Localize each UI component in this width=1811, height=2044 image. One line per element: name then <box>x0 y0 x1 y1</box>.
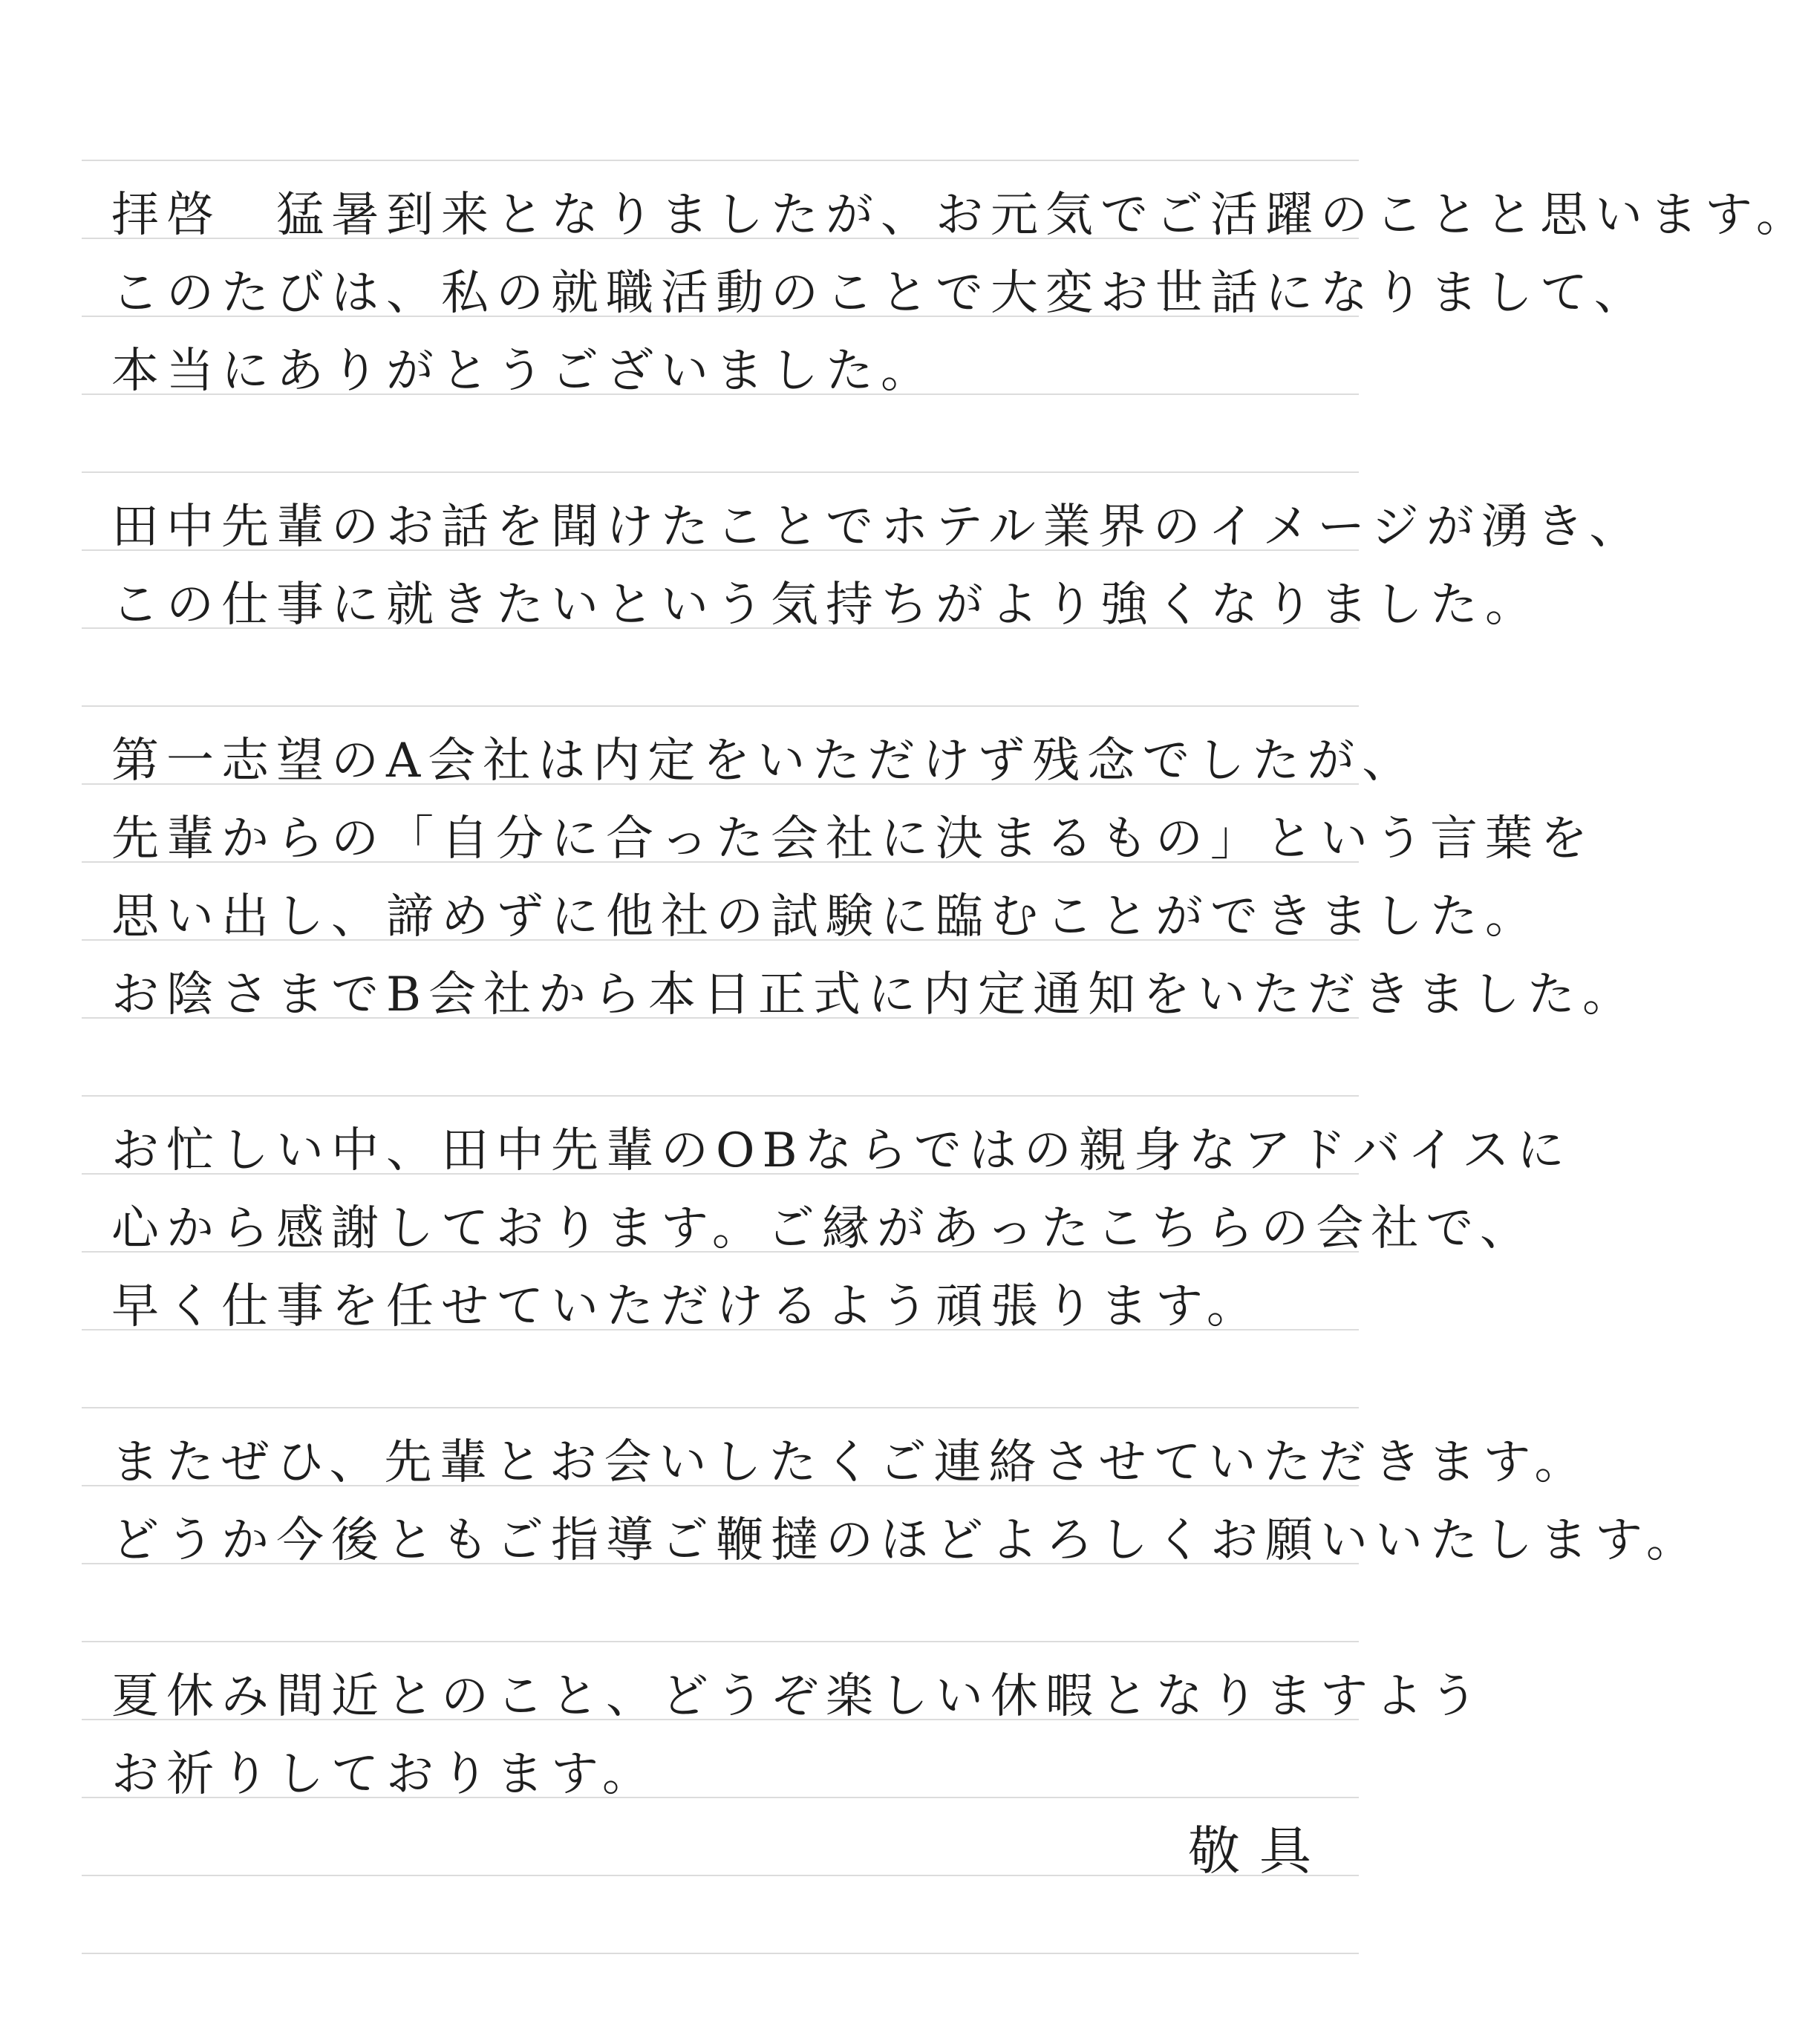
ruled-line <box>82 1407 1359 1408</box>
letter-line: 早く仕事を任せていただけるよう頑張ります。 <box>111 1279 1262 1334</box>
ruled-line <box>82 1095 1359 1097</box>
letter-line: 心から感謝しております。ご縁があったこちらの会社で、 <box>111 1201 1535 1256</box>
letter-line: このたびは、私の就職活動のことで大変お世話になりまして、 <box>111 266 1649 321</box>
ruled-line <box>82 1953 1359 1954</box>
letter-line: 田中先輩のお話を聞けたことでホテル業界のイメージが湧き、 <box>111 500 1645 555</box>
ruled-line <box>82 1875 1359 1876</box>
letter-line: この仕事に就きたいという気持ちがより強くなりました。 <box>111 578 1540 633</box>
ruled-line <box>82 1641 1359 1642</box>
letter-line: 先輩からの「自分に合った会社に決まるもの」という言葉を <box>111 812 1595 866</box>
letter-line: 本当にありがとうございました。 <box>111 344 936 399</box>
letter-line: どうか今後ともご指導ご鞭撻のほどよろしくお願いいたします。 <box>111 1513 1701 1568</box>
closing-phrase: 敬具 <box>1188 1821 1331 1881</box>
letter-line-greeting: 拝啓 猛暑到来となりましたが、お元気でご活躍のことと思います。 <box>111 188 1811 243</box>
letter-line: お陰さまでB会社から本日正式に内定通知をいただきました。 <box>111 967 1638 1022</box>
letter-line: 思い出し、諦めずに他社の試験に臨むことができました。 <box>111 889 1540 944</box>
letter-line: お忙しい中、田中先輩のOBならではの親身なアドバイスに <box>111 1123 1572 1178</box>
ruled-line <box>82 471 1359 473</box>
letter-line: 夏休み間近とのこと、どうぞ楽しい休暇となりますよう <box>111 1669 1485 1724</box>
letter-line: 第一志望のA会社は内定をいただけず残念でしたが、 <box>111 734 1417 788</box>
letter-line: またぜひ、先輩とお会いしたくご連絡させていただきます。 <box>111 1435 1590 1490</box>
letter-line: お祈りしております。 <box>111 1747 657 1802</box>
ruled-line <box>82 705 1359 707</box>
ruled-line <box>82 160 1359 161</box>
